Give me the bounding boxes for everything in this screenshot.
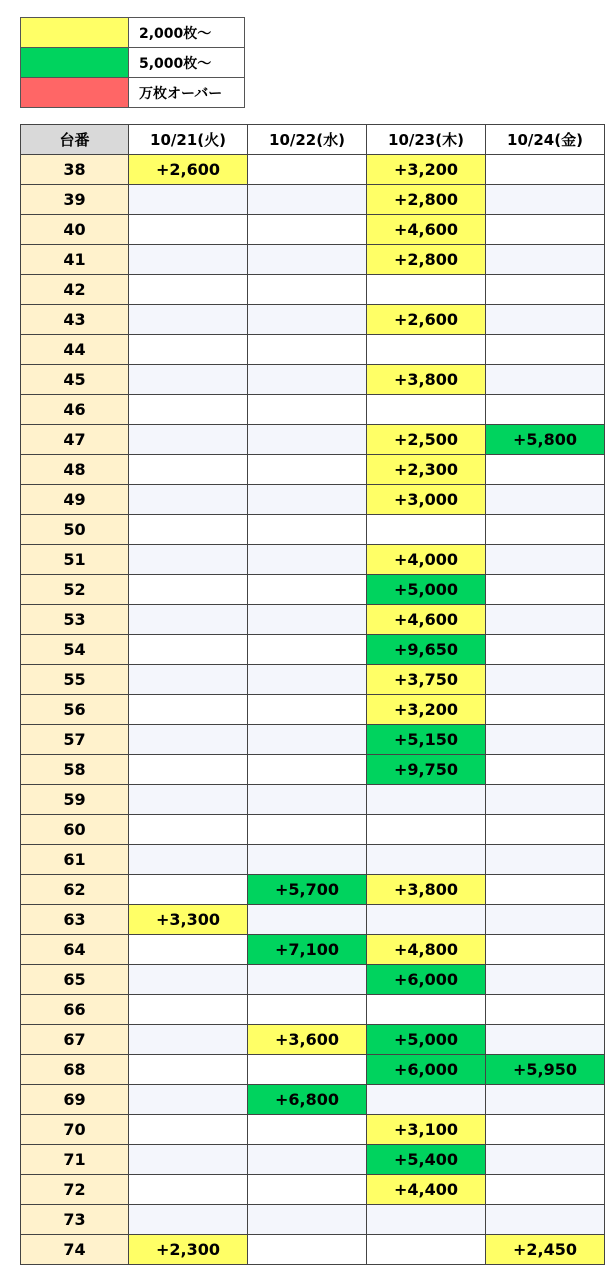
table-row (21, 185, 605, 215)
result-cell (367, 995, 486, 1025)
legend-swatch (21, 78, 129, 108)
result-cell: +4,600 (367, 215, 486, 245)
table-row (21, 245, 605, 275)
machine-number: 43 (21, 305, 129, 335)
result-cell: +2,300 (367, 455, 486, 485)
table-row (21, 1085, 605, 1115)
result-cell: +3,600 (248, 1025, 367, 1055)
table-row (21, 605, 605, 635)
result-cell (129, 665, 248, 695)
table-row (21, 725, 605, 755)
result-cell (129, 545, 248, 575)
result-cell (486, 695, 605, 725)
result-cell: +7,100 (248, 935, 367, 965)
machine-number: 44 (21, 335, 129, 365)
result-cell (248, 545, 367, 575)
result-cell (486, 905, 605, 935)
machine-number: 72 (21, 1175, 129, 1205)
table-row (21, 485, 605, 515)
result-cell (248, 275, 367, 305)
result-cell (248, 335, 367, 365)
machine-number: 71 (21, 1145, 129, 1175)
table-row (21, 215, 605, 245)
machine-number: 55 (21, 665, 129, 695)
machine-number: 56 (21, 695, 129, 725)
result-cell (248, 425, 367, 455)
legend-row (21, 18, 245, 48)
result-cell (367, 395, 486, 425)
machine-number: 59 (21, 785, 129, 815)
result-cell (486, 155, 605, 185)
machine-number: 70 (21, 1115, 129, 1145)
result-cell: +4,000 (367, 545, 486, 575)
table-row (21, 995, 605, 1025)
result-cell (248, 905, 367, 935)
result-cell: +3,200 (367, 695, 486, 725)
machine-number: 64 (21, 935, 129, 965)
result-cell (129, 1115, 248, 1145)
result-cell (248, 1115, 367, 1145)
table-row (21, 515, 605, 545)
result-cell (248, 245, 367, 275)
machine-number: 69 (21, 1085, 129, 1115)
result-cell (248, 785, 367, 815)
result-cell (129, 335, 248, 365)
table-body (21, 155, 605, 1265)
result-cell (486, 1085, 605, 1115)
result-cell (129, 815, 248, 845)
result-cell (129, 725, 248, 755)
table-row (21, 845, 605, 875)
result-cell (486, 1205, 605, 1235)
table-row (21, 755, 605, 785)
result-cell (129, 365, 248, 395)
table-row (21, 365, 605, 395)
result-cell (486, 785, 605, 815)
result-cell: +3,800 (367, 365, 486, 395)
result-cell (248, 485, 367, 515)
result-cell (486, 485, 605, 515)
table-row (21, 1235, 605, 1265)
result-cell (248, 815, 367, 845)
table-row (21, 155, 605, 185)
result-cell: +2,800 (367, 245, 486, 275)
machine-number: 52 (21, 575, 129, 605)
result-cell (486, 935, 605, 965)
result-cell: +6,800 (248, 1085, 367, 1115)
result-cell: +9,650 (367, 635, 486, 665)
result-cell (248, 635, 367, 665)
legend-body (21, 18, 245, 108)
result-cell: +5,400 (367, 1145, 486, 1175)
date-column-header: 10/24(金) (486, 125, 605, 155)
table-row (21, 905, 605, 935)
date-column-header: 10/23(木) (367, 125, 486, 155)
result-cell (248, 455, 367, 485)
machine-number: 50 (21, 515, 129, 545)
result-cell (248, 515, 367, 545)
result-cell (248, 845, 367, 875)
result-cell (248, 395, 367, 425)
machine-number: 40 (21, 215, 129, 245)
table-row (21, 455, 605, 485)
result-cell: +4,600 (367, 605, 486, 635)
machine-number: 66 (21, 995, 129, 1025)
result-cell (248, 725, 367, 755)
result-cell (248, 1235, 367, 1265)
result-cell (248, 965, 367, 995)
table-row (21, 695, 605, 725)
result-cell (129, 935, 248, 965)
result-cell (486, 335, 605, 365)
machine-number: 45 (21, 365, 129, 395)
result-cell (129, 1145, 248, 1175)
result-cell (486, 1175, 605, 1205)
result-cell (486, 395, 605, 425)
result-cell (129, 875, 248, 905)
result-cell: +2,300 (129, 1235, 248, 1265)
machine-number: 68 (21, 1055, 129, 1085)
result-cell (129, 965, 248, 995)
result-cell (248, 1205, 367, 1235)
legend-label: 万枚オーバー (129, 78, 245, 108)
result-cell: +5,700 (248, 875, 367, 905)
result-cell (367, 335, 486, 365)
result-cell: +5,000 (367, 575, 486, 605)
table-row (21, 875, 605, 905)
table-row (21, 305, 605, 335)
legend-swatch (21, 48, 129, 78)
legend-label: 5,000枚～ (129, 48, 245, 78)
result-cell (129, 695, 248, 725)
machine-number: 62 (21, 875, 129, 905)
legend-row (21, 48, 245, 78)
table-row (21, 335, 605, 365)
table-row (21, 425, 605, 455)
table-header (21, 125, 605, 155)
table-row (21, 1175, 605, 1205)
result-cell (486, 995, 605, 1025)
result-cell (129, 485, 248, 515)
result-cell (248, 1055, 367, 1085)
machine-number: 49 (21, 485, 129, 515)
result-cell (367, 845, 486, 875)
machine-number: 54 (21, 635, 129, 665)
result-cell (486, 245, 605, 275)
machine-number: 53 (21, 605, 129, 635)
result-cell (129, 455, 248, 485)
result-cell: +5,000 (367, 1025, 486, 1055)
result-cell (129, 1025, 248, 1055)
result-cell (486, 605, 605, 635)
machine-number: 57 (21, 725, 129, 755)
result-cell (129, 1175, 248, 1205)
table-row (21, 965, 605, 995)
result-cell (486, 275, 605, 305)
machine-number: 58 (21, 755, 129, 785)
result-cell: +9,750 (367, 755, 486, 785)
result-cell: +2,450 (486, 1235, 605, 1265)
machine-number: 41 (21, 245, 129, 275)
result-cell: +6,000 (367, 1055, 486, 1085)
date-column-header: 10/21(火) (129, 125, 248, 155)
result-cell (129, 1205, 248, 1235)
legend-label: 2,000枚～ (129, 18, 245, 48)
result-cell (129, 575, 248, 605)
result-cell (248, 605, 367, 635)
result-cell (129, 245, 248, 275)
results-table (20, 124, 605, 1265)
result-cell (486, 545, 605, 575)
result-cell: +5,950 (486, 1055, 605, 1085)
result-cell (486, 305, 605, 335)
result-cell (367, 515, 486, 545)
legend-row (21, 78, 245, 108)
result-cell: +6,000 (367, 965, 486, 995)
table-row (21, 1205, 605, 1235)
machine-number: 67 (21, 1025, 129, 1055)
table-row (21, 785, 605, 815)
result-cell (486, 845, 605, 875)
machine-number: 51 (21, 545, 129, 575)
table-row (21, 635, 605, 665)
machine-number: 38 (21, 155, 129, 185)
result-cell (486, 1025, 605, 1055)
result-cell (248, 365, 367, 395)
result-cell (486, 215, 605, 245)
table-row (21, 665, 605, 695)
machine-number: 60 (21, 815, 129, 845)
result-cell (248, 215, 367, 245)
result-cell (486, 635, 605, 665)
machine-number: 42 (21, 275, 129, 305)
result-cell: +3,750 (367, 665, 486, 695)
result-cell (367, 785, 486, 815)
result-cell (248, 1175, 367, 1205)
result-cell: +2,600 (367, 305, 486, 335)
result-cell (248, 995, 367, 1025)
result-cell (486, 365, 605, 395)
result-cell (248, 575, 367, 605)
result-cell (367, 1085, 486, 1115)
table-row (21, 1055, 605, 1085)
table-row (21, 1145, 605, 1175)
result-cell (367, 815, 486, 845)
result-cell (486, 965, 605, 995)
result-cell: +2,500 (367, 425, 486, 455)
result-cell: +5,800 (486, 425, 605, 455)
result-cell (248, 695, 367, 725)
result-cell (367, 1235, 486, 1265)
result-cell (486, 575, 605, 605)
result-cell (129, 995, 248, 1025)
result-cell (486, 455, 605, 485)
result-cell (129, 845, 248, 875)
result-cell (129, 1055, 248, 1085)
result-cell (248, 185, 367, 215)
table-row (21, 545, 605, 575)
table-row (21, 395, 605, 425)
machine-number-header: 台番 (21, 125, 129, 155)
result-cell (486, 665, 605, 695)
result-cell (129, 425, 248, 455)
result-cell: +2,800 (367, 185, 486, 215)
result-cell: +4,800 (367, 935, 486, 965)
table-row (21, 575, 605, 605)
result-cell (486, 1145, 605, 1175)
result-cell (486, 1115, 605, 1145)
result-cell (367, 905, 486, 935)
machine-number: 48 (21, 455, 129, 485)
machine-number: 47 (21, 425, 129, 455)
result-cell (367, 1205, 486, 1235)
result-cell (248, 1145, 367, 1175)
result-cell (248, 755, 367, 785)
table-row (21, 1115, 605, 1145)
date-column-header: 10/22(水) (248, 125, 367, 155)
table-row (21, 1025, 605, 1055)
result-cell: +3,300 (129, 905, 248, 935)
machine-number: 39 (21, 185, 129, 215)
machine-number: 63 (21, 905, 129, 935)
table-row (21, 815, 605, 845)
machine-number: 73 (21, 1205, 129, 1235)
result-cell (129, 755, 248, 785)
machine-number: 61 (21, 845, 129, 875)
result-cell: +5,150 (367, 725, 486, 755)
result-cell (486, 755, 605, 785)
result-cell (129, 215, 248, 245)
machine-number: 46 (21, 395, 129, 425)
result-cell (129, 275, 248, 305)
result-cell (129, 305, 248, 335)
result-cell (248, 155, 367, 185)
result-cell: +4,400 (367, 1175, 486, 1205)
header-row (21, 125, 605, 155)
result-cell (129, 605, 248, 635)
result-cell (486, 515, 605, 545)
result-cell (486, 185, 605, 215)
table-row (21, 935, 605, 965)
result-cell (248, 305, 367, 335)
result-cell (129, 395, 248, 425)
result-cell (367, 275, 486, 305)
machine-number: 65 (21, 965, 129, 995)
result-cell: +2,600 (129, 155, 248, 185)
result-cell (129, 515, 248, 545)
result-cell: +3,100 (367, 1115, 486, 1145)
result-cell (129, 785, 248, 815)
result-cell (486, 875, 605, 905)
legend-table (20, 17, 245, 108)
result-cell (486, 725, 605, 755)
result-cell (248, 665, 367, 695)
result-cell: +3,000 (367, 485, 486, 515)
result-cell (129, 185, 248, 215)
machine-number: 74 (21, 1235, 129, 1265)
table-row (21, 275, 605, 305)
result-cell: +3,800 (367, 875, 486, 905)
legend-swatch (21, 18, 129, 48)
result-cell: +3,200 (367, 155, 486, 185)
result-cell (129, 635, 248, 665)
result-cell (486, 815, 605, 845)
result-cell (129, 1085, 248, 1115)
